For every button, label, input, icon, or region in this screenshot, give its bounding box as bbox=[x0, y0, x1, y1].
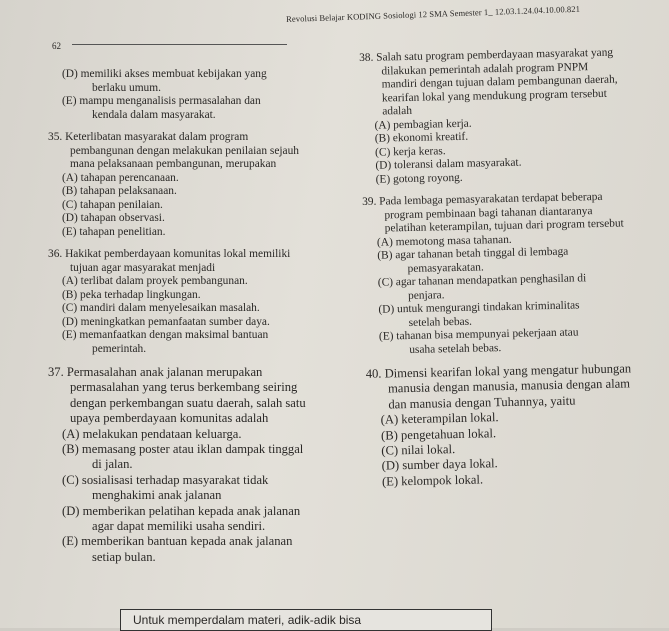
text-line: (B) tahapan pelaksanaan. bbox=[62, 185, 177, 197]
text-line: dengan perkembangan suatu daerah, salah satu bbox=[70, 395, 306, 410]
text-line: (B) peka terhadap lingkungan. bbox=[62, 288, 201, 301]
text-line: dilakukan pemerintah adalah program PNPM bbox=[381, 60, 589, 78]
text-line: (D) memberikan pelatihan kepada anak jalanan bbox=[62, 503, 301, 518]
text-line: (A) memotong masa tahanan. bbox=[376, 233, 512, 249]
text-line: mandiri dengan tujuan dalam pembangunan daerah, bbox=[381, 73, 618, 91]
text-line: (D) sumber daya lokal. bbox=[381, 456, 498, 474]
text-line: (B) pengetahuan lokal. bbox=[380, 425, 497, 443]
text-line: (E) mampu menganalisis permasalahan dan bbox=[62, 95, 261, 107]
text-line: (E) tahanan bisa mempunyai pekerjaan atau bbox=[378, 326, 579, 343]
text-line: pelatihan keterampilan, tujuan dari program tersebut bbox=[384, 217, 624, 235]
text-line: 36. Hakikat pemberdayaan komunitas lokal memiliki bbox=[48, 248, 291, 260]
text-line: 37. Permasalahan anak jalanan merupakan bbox=[48, 365, 263, 379]
text-line: 39. Pada lembaga pemasyarakatan terdapat beberapa bbox=[362, 190, 603, 208]
text-line: upaya pemberdayaan komunitas adalah bbox=[70, 411, 269, 426]
text-line: berlaku umum. bbox=[92, 81, 161, 94]
text-line: 35. Keterlibatan masyarakat dalam program bbox=[48, 131, 249, 143]
footer-note-text: Untuk memperdalam materi, adik-adik bisa bbox=[133, 613, 362, 627]
text-line: pemerintah. bbox=[92, 342, 147, 355]
text-line: (E) memanfaatkan dengan maksimal bantuan bbox=[62, 329, 269, 341]
text-line: (C) sosialisasi terhadap masyarakat tidak bbox=[62, 472, 269, 487]
text-line: 38. Salah satu program pemberdayaan masyarakat yang bbox=[359, 46, 614, 64]
text-line: (D) tahapan observasi. bbox=[62, 212, 165, 224]
text-line: (E) gotong royong. bbox=[375, 171, 463, 186]
text-line: program pembinaan bagi tahanan diantaranya bbox=[384, 204, 593, 222]
left-column bbox=[48, 68, 338, 565]
text-line: tujuan agar masyarakat menjadi bbox=[70, 261, 216, 274]
text-line: (C) mandiri dalam menyelesaikan masalah. bbox=[62, 302, 260, 314]
text-line: (C) tahapan penilaian. bbox=[62, 198, 163, 211]
text-line: kearifan lokal yang mendukung program tersebut bbox=[381, 87, 607, 105]
text-line: manusia dengan manusia, manusia dengan alam bbox=[387, 376, 631, 396]
text-line: (D) meningkatkan pemanfaatan sumber daya. bbox=[62, 315, 270, 328]
text-line: (B) ekonomi kreatif. bbox=[374, 130, 469, 145]
text-line: adalah bbox=[382, 104, 413, 118]
text-line: di jalan. bbox=[92, 457, 133, 472]
text-line: (C) agar tahanan mendapatkan penghasilan di bbox=[377, 272, 587, 289]
text-line: setiap bulan. bbox=[92, 549, 156, 564]
text-line: setelah bebas. bbox=[408, 315, 473, 329]
text-line: mana pelaksanaan pembangunan, merupakan bbox=[70, 158, 277, 170]
text-line: permasalahan yang terus berkembang seiring bbox=[70, 380, 298, 395]
text-line: 40. Dimensi kearifan lokal yang mengatur hubungan bbox=[365, 361, 632, 381]
text-line: pembangunan dengan melakukan penilaian sejauh bbox=[70, 144, 299, 157]
text-line: dan manusia dengan Tuhannya, yaitu bbox=[388, 393, 576, 412]
text-line: (A) melakukan pendataan keluarga. bbox=[62, 426, 242, 441]
text-line: (B) agar tahanan betah tinggal di lembaga bbox=[377, 245, 569, 262]
text-line: (D) untuk mengurangi tindakan kriminalitas bbox=[378, 299, 580, 316]
text-line: (E) tahapan penelitian. bbox=[62, 225, 166, 238]
right-column bbox=[359, 46, 668, 490]
running-header: Revolusi Belajar KODING Sosiologi 12 SMA Semester 1_ 12.03.1.24.04.10.00.821 bbox=[286, 3, 581, 24]
text-line: menghakimi anak jalanan bbox=[92, 488, 222, 503]
text-line: (D) toleransi dalam masyarakat. bbox=[375, 156, 522, 172]
text-line: (A) tahapan perencanaan. bbox=[62, 171, 179, 184]
text-line: (A) pembagian kerja. bbox=[374, 117, 472, 132]
text-line: (C) nilai lokal. bbox=[381, 442, 456, 458]
text-line: pemasyarakatan. bbox=[407, 260, 484, 275]
text-line: (E) memberikan bantuan kepada anak jalanan bbox=[62, 534, 293, 549]
text-line: (A) keterampilan lokal. bbox=[380, 410, 499, 427]
text-line: (D) memiliki akses membuat kebijakan yang bbox=[62, 68, 267, 80]
text-line: (B) memasang poster atau iklan dampak tinggal bbox=[62, 442, 304, 457]
text-line: penjara. bbox=[407, 288, 445, 302]
header-rule bbox=[72, 44, 287, 45]
text-line: (C) kerja keras. bbox=[374, 144, 446, 159]
text-line: (E) kelompok lokal. bbox=[381, 472, 484, 489]
text-line: usaha setelah bebas. bbox=[409, 341, 502, 356]
text-line: kendala dalam masyarakat. bbox=[92, 108, 216, 121]
text-line: agar dapat memiliki usaha sendiri. bbox=[92, 519, 266, 534]
page-number: 62 bbox=[52, 41, 61, 51]
text-line: (A) terlibat dalam proyek pembangunan. bbox=[62, 275, 248, 287]
